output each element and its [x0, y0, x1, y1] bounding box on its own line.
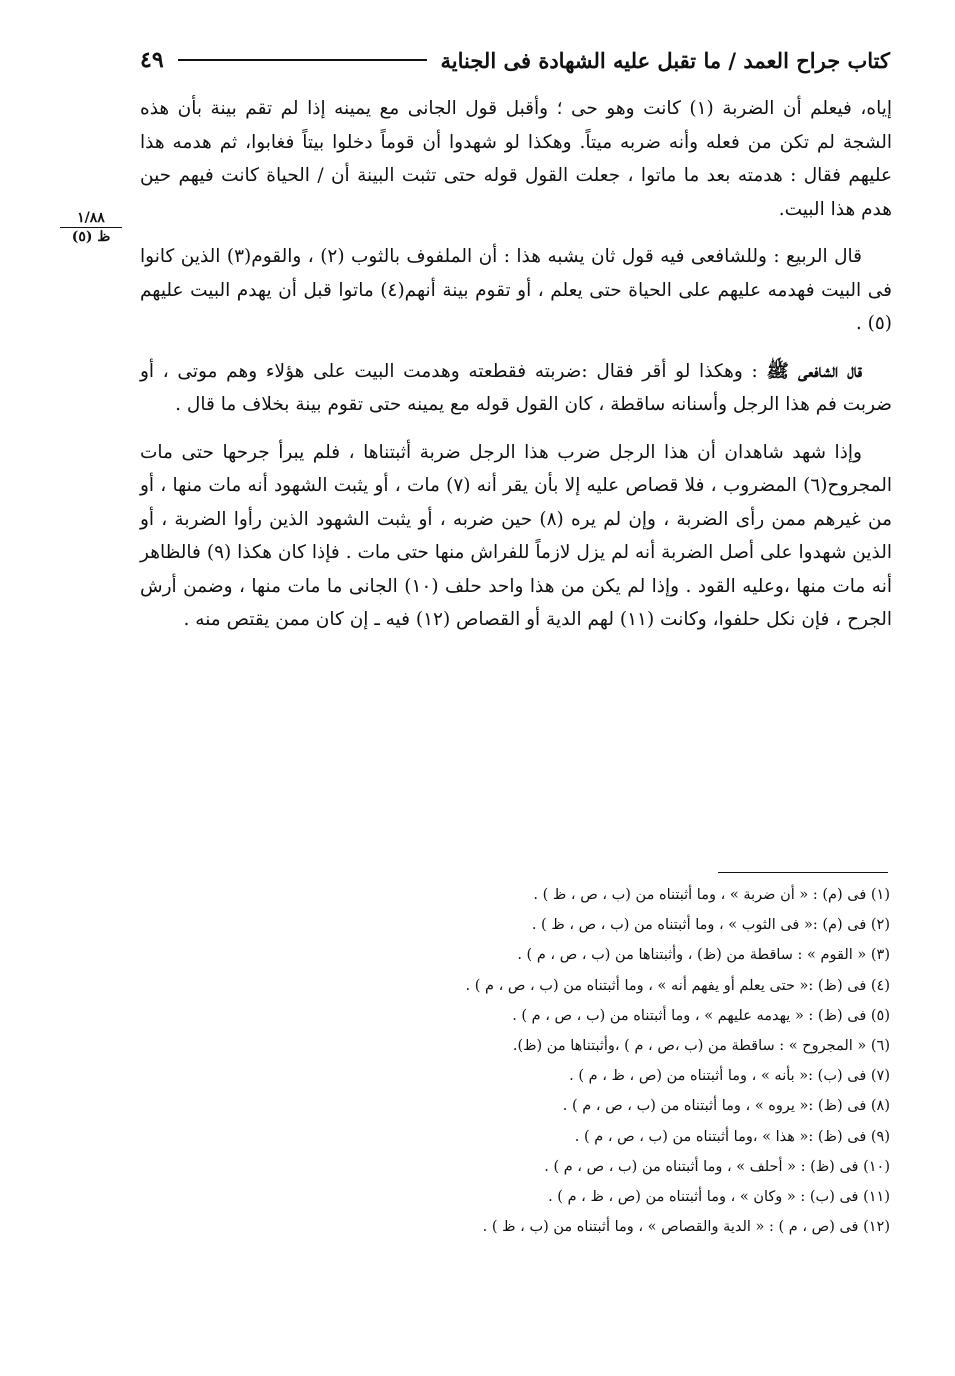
page-number: ٤٩ — [140, 47, 164, 73]
paragraph-text: إياه، فيعلم أن الضربة (١) كانت وهو حى ؛ وأقبل قول الجانى مع يمينه إذا لم تقم بينة بأن هذه الشجة لم تكن من فعله وأنه ضربه ميتاً. وهكذا لو شهدوا أن قوماً دخلوا بيتاً فغابوا، ثم هدمه هذا عليهم فقال : هدمته بعد ما ماتوا ، جعلت القول قوله حتى تثبت البينة أن / الحياة كانت فيهم حين هدم هذا البيت. — [140, 98, 892, 220]
paragraph-1 — [140, 92, 892, 226]
header-rule — [178, 59, 427, 61]
footnote: (١١) فى (ب) : « وكان » ، وما أثبتناه من (ص ، ظ ، م ) . — [548, 1189, 890, 1206]
paragraph-text: : وهكذا لو أقر فقال :ضربته فقطعته وهدمت البيت على هؤلاء وهم موتى ، أو ضربت فم هذا الرجل وأسنانه ساقطة ، كان القول قوله مع يمينه حتى تقوم بينة بخلاف ما قال . — [140, 360, 892, 415]
running-header — [140, 40, 890, 80]
paragraph-2 — [140, 240, 892, 341]
footnote: (١٠) فى (ظ) : « أحلف » ، وما أثبتناه من (ب ، ص ، م ) . — [544, 1158, 890, 1175]
paragraph-text: وإذا شهد شاهدان أن هذا الرجل ضرب هذا الرجل ضربة أثبتناها ، فلم يبرأ جرحها حتى مات المجروح(٦) المضروب ، فلا قصاص عليه إلا بأن يقر أنه (٧) مات ، أو يثبت الشهود أنه مات منها ، أو من غيرهم ممن رأى الضربة ، وإن لم يره (٨) حين ضربه ، أو يثبت الشهود الذين رأوا الضربة ، أو الذين شهدوا على أصل الضربة أنه لم يزل لازماً للفراش منها حتى مات . فإذا كان هكذا (٩) فالظاهر أنه مات منها ،وعليه القود . وإذا لم يكن من هذا واحد حلف (١٠) الجانى ما مات منها ، وضمن أرش الجرح ، فإن نكل حلفوا، وكانت (١١) لهم الدية أو القصاص (١٢) فيه ـ إن كان ممن يقتص منه . — [140, 441, 892, 630]
footnote: (٧) فى (ب) :« بأنه » ، وما أثبتناه من (ص ، ظ ، م ) . — [569, 1068, 890, 1085]
footnote-separator — [718, 872, 888, 873]
footnote: (١٢) فى (ص ، م ) : « الدية والقصاص » ، وما أثبتناه من (ب ، ظ ) . — [482, 1219, 890, 1236]
margin-folio-reference — [60, 210, 122, 245]
running-header-title: كتاب جراح العمد / ما تقبل عليه الشهادة فى الجناية — [440, 47, 890, 73]
footnote: (٦) « المجروح » : ساقطة من (ب ،ص ، م ) ،وأثبتناها من (ظ). — [512, 1038, 890, 1055]
paragraph-lead-speaker: قال الشافعى ﷺ — [766, 360, 863, 382]
footnote: (٥) فى (ظ) : « يهدمه عليهم » ، وما أثبتناه من (ب ، ص ، م ) . — [512, 1007, 890, 1024]
footnote: (٢) فى (م) :« فى الثوب » ، وما أثبتناه من (ب ، ص ، ظ ) . — [531, 917, 890, 934]
paragraph-4 — [140, 436, 892, 637]
footnote: (٣) « القوم » : ساقطة من (ظ) ، وأثبتناها من (ب ، ص ، م ) . — [517, 947, 890, 964]
footnote: (٨) فى (ظ) :« يروه » ، وما أثبتناه من (ب ، ص ، م ) . — [562, 1098, 890, 1115]
footnotes — [300, 880, 890, 1242]
footnote: (١) فى (م) : « أن ضربة » ، وما أثبتناه من (ب ، ص ، ظ ) . — [533, 887, 890, 903]
paragraph-3 — [140, 355, 892, 422]
footnote: (٤) فى (ظ) :« حتى يعلم أو يفهم أنه » ، وما أثبتناه من (ب ، ص ، م ) . — [465, 977, 890, 994]
margin-manuscript-siglum: ظ (٥) — [71, 229, 111, 245]
paragraph-text: قال الربيع : وللشافعى فيه قول ثان يشبه هذا : أن الملفوف بالثوب (٢) ، والقوم(٣) الذين كانوا فى البيت فهدمه عليهم على الحياة حتى يعلم ، أو تقوم بينة أنهم(٤) ماتوا قبل أن يهدم البيت عليهم (٥) . — [140, 246, 892, 334]
footnote: (٩) فى (ظ) :« هذا » ،وما أثبتناه من (ب ، ص ، م ) . — [574, 1128, 890, 1145]
margin-folio-number: ١/٨٨ — [60, 210, 122, 228]
main-text — [140, 92, 892, 651]
